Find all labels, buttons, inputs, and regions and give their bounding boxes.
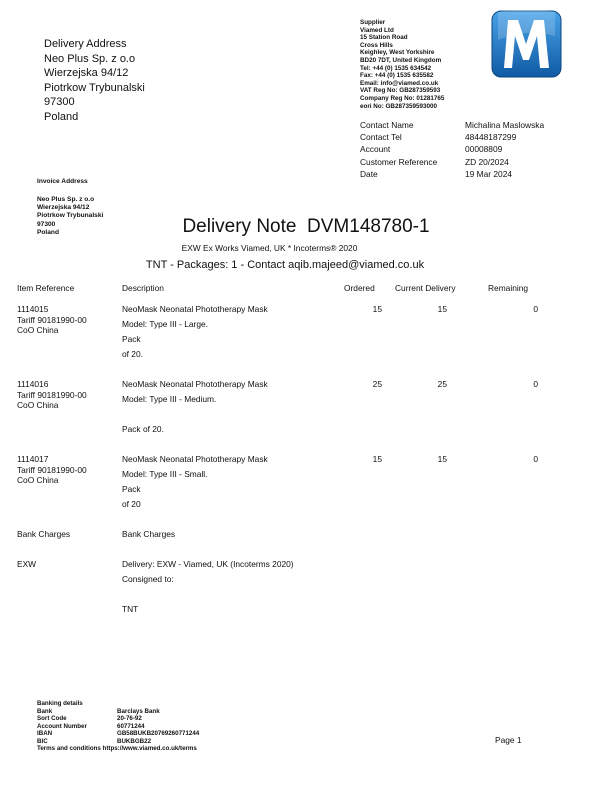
current-delivery-qty: 25 bbox=[437, 379, 447, 389]
remaining-qty: 0 bbox=[533, 454, 538, 464]
contact-key: Customer Reference bbox=[360, 156, 438, 167]
ordered-qty: 15 bbox=[372, 304, 382, 314]
shipping-line: TNT - Packages: 1 - Contact aqib.majeed@viamed.co.uk bbox=[145, 259, 425, 271]
description-line: NeoMask Neonatal Phototherapy Mask bbox=[122, 454, 268, 464]
contact-value: 00008809 bbox=[465, 144, 503, 155]
item-origin: CoO China bbox=[17, 325, 59, 335]
description-line: Pack bbox=[122, 484, 141, 494]
contact-value: ZD 20/2024 bbox=[465, 156, 509, 167]
description-line: NeoMask Neonatal Phototherapy Mask bbox=[122, 304, 268, 314]
supplier-line: VAT Reg No: GB287359593 bbox=[360, 87, 441, 95]
header-description: Description bbox=[122, 283, 164, 293]
delivery-address-line: Neo Plus Sp. z o.o bbox=[44, 52, 136, 65]
description-line: TNT bbox=[122, 604, 139, 614]
item-origin: CoO China bbox=[17, 400, 59, 410]
supplier-line: eori No: GB287359593000 bbox=[360, 102, 438, 110]
invoice-address-line: Piotrkow Trybunalski bbox=[37, 212, 104, 220]
delivery-address-title: Delivery Address bbox=[44, 38, 127, 50]
banking-key: BIC bbox=[37, 737, 48, 745]
supplier-line: Fax: +44 (0) 1535 635582 bbox=[360, 72, 434, 80]
description-line: of 20. bbox=[122, 349, 143, 359]
contact-row bbox=[360, 119, 544, 131]
delivery-address-line: Piotrkow Trybunalski bbox=[44, 81, 145, 94]
table-row-ref bbox=[17, 379, 87, 411]
item-origin: CoO China bbox=[17, 475, 59, 485]
table-row-description bbox=[122, 302, 268, 362]
table-row-description bbox=[122, 452, 268, 512]
table-row-ref bbox=[17, 454, 87, 486]
description-line: of 20 bbox=[122, 499, 141, 509]
header-item-reference: Item Reference bbox=[17, 283, 75, 293]
banking-key: IBAN bbox=[37, 730, 53, 737]
description-line: Model: Type III - Large. bbox=[122, 319, 208, 329]
invoice-address-line: Wierzejska 94/12 bbox=[37, 204, 90, 212]
description-line bbox=[122, 587, 294, 602]
supplier-line: Supplier bbox=[360, 19, 386, 26]
item-code: 1114015 bbox=[17, 304, 49, 314]
banking-key: Bank bbox=[37, 707, 53, 715]
delivery-address bbox=[44, 37, 145, 124]
supplier-line: 15 Station Road bbox=[360, 34, 408, 42]
remaining-qty: 0 bbox=[533, 304, 538, 314]
supplier-block bbox=[360, 19, 444, 110]
contact-key: Contact Tel bbox=[360, 132, 402, 143]
description-line: Delivery: EXW - Viamed, UK (Incoterms 2020) bbox=[122, 559, 294, 569]
banking-value: BUKBGB22 bbox=[117, 737, 152, 745]
invoice-address-line: Neo Plus Sp. z o.o bbox=[37, 196, 95, 203]
contact-row bbox=[360, 143, 544, 155]
remaining-qty: 0 bbox=[533, 379, 538, 389]
description-line: NeoMask Neonatal Phototherapy Mask bbox=[122, 379, 268, 389]
banking-row bbox=[37, 708, 199, 716]
invoice-address-line: 97300 bbox=[37, 220, 56, 228]
table-row-description bbox=[122, 377, 268, 437]
item-code: 1114016 bbox=[17, 379, 49, 389]
delivery-address-line: Wierzejska 94/12 bbox=[44, 67, 129, 79]
banking-value: 20-76-92 bbox=[117, 715, 142, 722]
description-line: Model: Type III - Medium. bbox=[122, 394, 217, 404]
contact-row bbox=[360, 156, 544, 168]
supplier-line: Tel: +44 (0) 1535 634542 bbox=[360, 64, 432, 72]
banking-title: Banking details bbox=[37, 700, 83, 707]
banking-row bbox=[37, 738, 199, 746]
banking-row bbox=[37, 715, 199, 723]
supplier-line: BD20 7DT, United Kingdom bbox=[360, 56, 442, 64]
terms-link[interactable]: Terms and conditions https://www.viamed.co.uk/terms bbox=[37, 745, 197, 752]
contact-key: Contact Name bbox=[360, 120, 414, 130]
banking-key: Account Number bbox=[37, 722, 87, 730]
contact-value: 48448187299 bbox=[465, 132, 517, 143]
contact-key: Date bbox=[360, 168, 378, 179]
description-line: Pack bbox=[122, 334, 141, 344]
supplier-line: Company Reg No: 01281765 bbox=[360, 94, 445, 102]
contact-row bbox=[360, 168, 544, 180]
description-line bbox=[122, 407, 268, 422]
header-ordered: Ordered bbox=[344, 283, 375, 293]
invoice-address-line: Poland bbox=[37, 228, 59, 236]
exw-ref: EXW bbox=[17, 559, 37, 569]
contact-value: 19 Mar 2024 bbox=[465, 168, 513, 179]
header-current-delivery: Current Delivery bbox=[395, 283, 456, 293]
banking-row bbox=[37, 730, 199, 738]
banking-value: GB58BUKB20769260771244 bbox=[117, 730, 200, 737]
delivery-address-line: 97300 bbox=[44, 96, 75, 108]
banking-value: Barclays Bank bbox=[117, 707, 160, 715]
ordered-qty: 15 bbox=[372, 454, 382, 464]
description-line: Model: Type III - Small. bbox=[122, 469, 208, 479]
contact-details bbox=[360, 119, 544, 180]
contact-value: Michalina Maslowska bbox=[465, 120, 545, 130]
banking-details bbox=[37, 700, 199, 753]
item-code: 1114017 bbox=[17, 454, 49, 464]
item-tariff: Tariff 90181990-00 bbox=[17, 464, 87, 475]
banking-key: Sort Code bbox=[37, 715, 67, 722]
item-tariff: Tariff 90181990-00 bbox=[17, 389, 87, 400]
contact-key: Account bbox=[360, 144, 391, 155]
supplier-line: Cross Hills bbox=[360, 41, 393, 49]
supplier-line: Email: info@viamed.co.uk bbox=[360, 79, 439, 87]
page-number: Page 1 bbox=[495, 735, 522, 745]
viamed-logo-icon bbox=[491, 10, 562, 78]
delivery-address-line: Poland bbox=[44, 110, 79, 123]
banking-value: 60771244 bbox=[117, 722, 145, 730]
invoice-address-title: Invoice Address bbox=[37, 178, 88, 185]
bank-charges-description: Bank Charges bbox=[122, 529, 176, 539]
document-title: Delivery Note DVM148780-1 bbox=[182, 216, 430, 237]
current-delivery-qty: 15 bbox=[437, 304, 447, 314]
exw-description bbox=[122, 557, 294, 617]
description-line: Pack of 20. bbox=[122, 424, 164, 434]
bank-charges-ref: Bank Charges bbox=[17, 529, 71, 539]
header-remaining: Remaining bbox=[488, 283, 529, 293]
item-tariff: Tariff 90181990-00 bbox=[17, 314, 87, 325]
incoterms-line: EXW Ex Works Viamed, UK * Incoterms® 2020 bbox=[181, 243, 358, 253]
supplier-line: Viamed Ltd bbox=[360, 26, 394, 34]
description-line: Consigned to: bbox=[122, 574, 174, 584]
table-row-ref bbox=[17, 304, 87, 336]
current-delivery-qty: 15 bbox=[437, 454, 447, 464]
contact-row bbox=[360, 131, 544, 143]
ordered-qty: 25 bbox=[372, 379, 382, 389]
supplier-line: Keighley, West Yorkshire bbox=[360, 49, 435, 57]
banking-row bbox=[37, 723, 199, 731]
